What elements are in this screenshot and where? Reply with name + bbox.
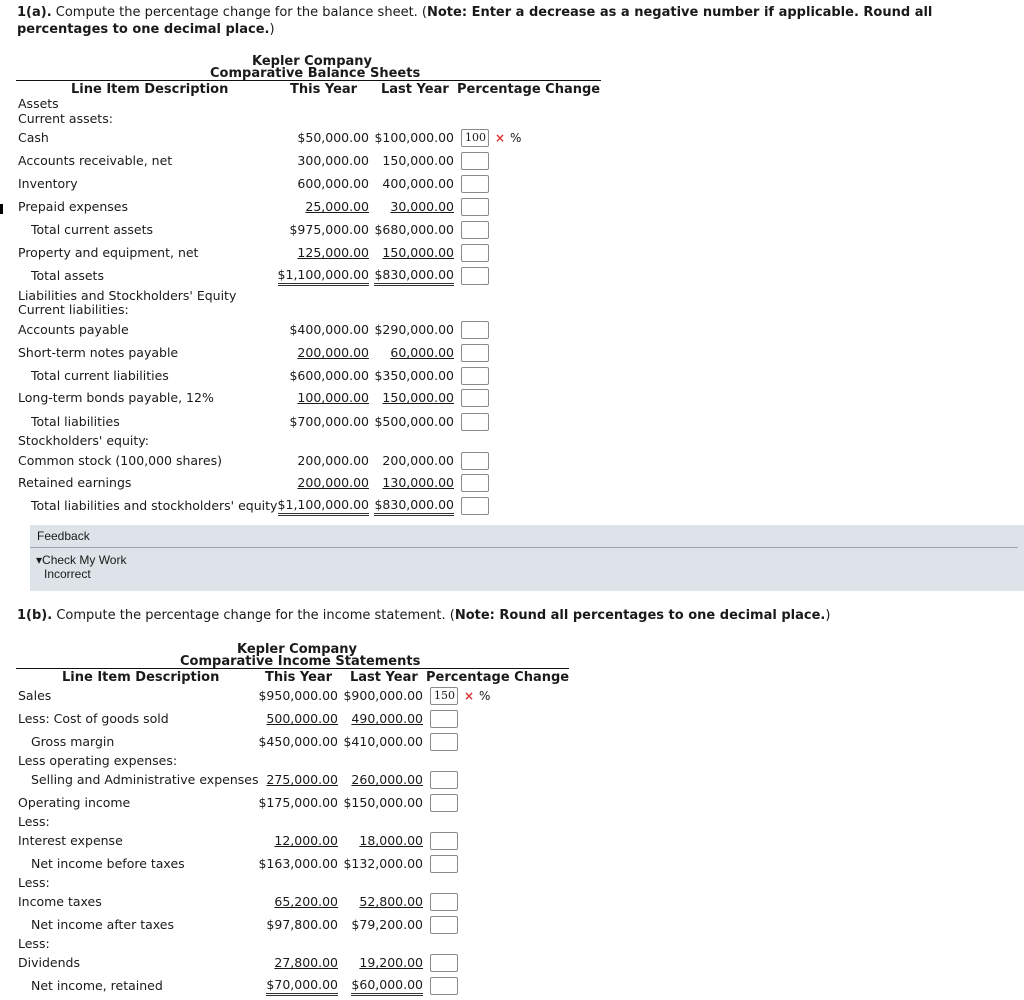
question-note: Note: Round all percentages to one decimal place. <box>454 608 826 623</box>
last-year-value: 60,000.00 <box>390 345 454 360</box>
last-year-value: $900,000.00 <box>343 688 423 703</box>
table-row <box>0 151 620 171</box>
percentage-change-input[interactable] <box>430 977 458 995</box>
table-row <box>0 343 620 363</box>
last-year-value: 30,000.00 <box>390 199 454 214</box>
col-last-year: Last Year <box>350 670 418 685</box>
last-year-value: 18,000.00 <box>359 833 423 848</box>
last-year-value: 150,000.00 <box>382 245 454 260</box>
last-year-value: 150,000.00 <box>382 153 454 168</box>
feedback-divider <box>30 547 1018 548</box>
balance-header-rule <box>16 80 601 81</box>
percentage-change-input[interactable] <box>461 497 489 515</box>
income-company-name: Kepler Company <box>237 642 358 657</box>
col-this-year: This Year <box>265 670 333 685</box>
row-label: Net income before taxes <box>31 856 185 871</box>
table-row <box>0 770 620 790</box>
last-year-value: $350,000.00 <box>374 368 454 383</box>
col-percentage-change: Percentage Change <box>457 82 601 97</box>
table-row <box>0 496 620 516</box>
table-row <box>0 976 620 996</box>
last-year-value: $132,000.00 <box>343 856 423 871</box>
row-label: Property and equipment, net <box>18 245 199 260</box>
row-label: Common stock (100,000 shares) <box>18 453 222 468</box>
percentage-change-input[interactable] <box>430 954 458 972</box>
this-year-value: 200,000.00 <box>297 453 369 468</box>
row-label: Inventory <box>18 176 78 191</box>
table-row <box>0 266 620 286</box>
table-row <box>0 793 620 813</box>
this-year-value: 500,000.00 <box>266 711 338 726</box>
income-title: Comparative Income Statements <box>180 654 421 669</box>
feedback-title: Feedback <box>37 529 90 543</box>
last-year-value: $830,000.00 <box>374 496 454 516</box>
balance-company-name: Kepler Company <box>252 54 373 69</box>
table-row <box>0 243 620 263</box>
table-row <box>0 892 620 912</box>
this-year-value: 25,000.00 <box>305 199 369 214</box>
percentage-change-input[interactable] <box>461 198 489 216</box>
row-label: Gross margin <box>31 734 115 749</box>
this-year-value: $950,000.00 <box>258 688 338 703</box>
percentage-change-input[interactable] <box>430 855 458 873</box>
percentage-change-input[interactable] <box>430 733 458 751</box>
last-year-value: 52,800.00 <box>359 894 423 909</box>
last-year-value: $500,000.00 <box>374 414 454 429</box>
table-row <box>0 412 620 432</box>
col-percentage-change: Percentage Change <box>426 670 570 685</box>
last-year-value: 130,000.00 <box>382 475 454 490</box>
percentage-change-input[interactable] <box>461 267 489 285</box>
last-year-value: 490,000.00 <box>351 711 423 726</box>
question-1a <box>17 4 1017 38</box>
this-year-value: $450,000.00 <box>258 734 338 749</box>
table-row <box>0 128 620 148</box>
last-year-value: $60,000.00 <box>351 976 423 996</box>
percentage-change-input[interactable] <box>430 794 458 812</box>
incorrect-mark-icon: × <box>464 689 475 703</box>
row-label: Interest expense <box>18 833 123 848</box>
question-close: ) <box>269 22 275 37</box>
row-label: Selling and Administrative expenses <box>31 772 259 787</box>
percentage-change-input[interactable] <box>461 244 489 262</box>
table-row <box>0 953 620 973</box>
table-row <box>0 197 620 217</box>
question-note: Note: Enter a decrease as a negative number if applicable. Round all percentages to one decimal place. <box>17 5 933 37</box>
this-year-value: $163,000.00 <box>258 856 338 871</box>
last-year-value: $680,000.00 <box>374 222 454 237</box>
table-row <box>0 854 620 874</box>
this-year-value: 12,000.00 <box>274 833 338 848</box>
percent-sign: % <box>510 131 522 145</box>
percentage-change-input[interactable] <box>430 710 458 728</box>
question-text: Compute the percentage change for the balance sheet. ( <box>51 5 427 20</box>
percentage-change-input[interactable]: 150 <box>430 687 458 705</box>
row-label: Total liabilities <box>31 414 120 429</box>
feedback-panel <box>30 525 1024 591</box>
row-label: Total liabilities and stockholders' equity <box>31 498 278 513</box>
last-year-value: $290,000.00 <box>374 322 454 337</box>
question-close: ) <box>825 608 831 623</box>
this-year-value: 200,000.00 <box>297 475 369 490</box>
percentage-change-input[interactable] <box>430 771 458 789</box>
question-label: 1(a). <box>17 5 52 20</box>
this-year-value: $1,100,000.00 <box>278 266 369 286</box>
last-year-value: $830,000.00 <box>374 266 454 286</box>
row-label: Sales <box>18 688 52 703</box>
percentage-change-input[interactable]: 100 <box>461 129 489 147</box>
percent-sign: % <box>479 689 491 703</box>
percentage-change-input[interactable] <box>461 367 489 385</box>
this-year-value: $1,100,000.00 <box>278 496 369 516</box>
this-year-value: $50,000.00 <box>297 130 369 145</box>
col-this-year: This Year <box>290 82 358 97</box>
table-row <box>0 915 620 935</box>
percentage-change-input[interactable] <box>461 413 489 431</box>
percentage-change-input[interactable] <box>461 221 489 239</box>
percentage-change-input[interactable] <box>430 916 458 934</box>
this-year-value: $97,800.00 <box>266 917 338 932</box>
row-label: Total current assets <box>31 222 154 237</box>
last-year-value: 260,000.00 <box>351 772 423 787</box>
check-my-work-toggle[interactable]: ▾Check My Work <box>36 553 127 567</box>
this-year-value: $400,000.00 <box>289 322 369 337</box>
question-1b <box>17 607 1017 624</box>
this-year-value: 200,000.00 <box>297 345 369 360</box>
row-label: Income taxes <box>18 894 102 909</box>
this-year-value: 600,000.00 <box>297 176 369 191</box>
last-year-value: $410,000.00 <box>343 734 423 749</box>
incorrect-mark-icon: × <box>495 131 506 145</box>
row-label: Total assets <box>31 268 104 283</box>
percentage-change-input[interactable] <box>430 832 458 850</box>
table-row <box>0 732 620 752</box>
question-text: Compute the percentage change for the income statement. ( <box>52 608 455 623</box>
table-row <box>0 366 620 386</box>
table-row <box>0 220 620 240</box>
this-year-value: $975,000.00 <box>289 222 369 237</box>
last-year-value: $79,200.00 <box>351 917 423 932</box>
this-year-value: 27,800.00 <box>274 955 338 970</box>
row-label: Retained earnings <box>18 475 132 490</box>
table-row <box>0 831 620 851</box>
row-label: Less: Cost of goods sold <box>18 711 169 726</box>
this-year-value: $70,000.00 <box>266 976 338 996</box>
last-year-value: $150,000.00 <box>343 795 423 810</box>
row-label: Total current liabilities <box>31 368 169 383</box>
percentage-change-input[interactable] <box>461 389 489 407</box>
percentage-change-input[interactable] <box>461 152 489 170</box>
percentage-change-input[interactable] <box>461 175 489 193</box>
percentage-change-input[interactable] <box>461 452 489 470</box>
percentage-change-input[interactable] <box>430 893 458 911</box>
table-row <box>0 473 620 493</box>
row-label: Net income after taxes <box>31 917 174 932</box>
last-year-value: $100,000.00 <box>374 130 454 145</box>
table-row <box>0 174 620 194</box>
this-year-value: 300,000.00 <box>297 153 369 168</box>
col-line-item: Line Item Description <box>71 82 229 97</box>
feedback-status: Incorrect <box>44 567 91 581</box>
row-label: Accounts receivable, net <box>18 153 173 168</box>
percentage-change-input[interactable] <box>461 474 489 492</box>
income-header-rule <box>16 668 569 669</box>
last-year-value: 19,200.00 <box>359 955 423 970</box>
this-year-value: 275,000.00 <box>266 772 338 787</box>
this-year-value: $600,000.00 <box>289 368 369 383</box>
table-row <box>0 320 620 340</box>
last-year-value: 200,000.00 <box>382 453 454 468</box>
percentage-change-input[interactable] <box>461 321 489 339</box>
balance-title: Comparative Balance Sheets <box>210 66 421 81</box>
this-year-value: 100,000.00 <box>297 390 369 405</box>
row-label: Operating income <box>18 795 131 810</box>
row-label: Cash <box>18 130 49 145</box>
row-label: Accounts payable <box>18 322 129 337</box>
row-label: Net income, retained <box>31 978 163 993</box>
last-year-value: 400,000.00 <box>382 176 454 191</box>
this-year-value: 65,200.00 <box>274 894 338 909</box>
col-last-year: Last Year <box>381 82 449 97</box>
this-year-value: $175,000.00 <box>258 795 338 810</box>
row-label: Long-term bonds payable, 12% <box>18 390 214 405</box>
this-year-value: 125,000.00 <box>297 245 369 260</box>
table-row <box>0 388 620 408</box>
row-label: Dividends <box>18 955 80 970</box>
last-year-value: 150,000.00 <box>382 390 454 405</box>
row-label: Short-term notes payable <box>18 345 179 360</box>
row-label: Prepaid expenses <box>18 199 128 214</box>
col-line-item: Line Item Description <box>62 670 220 685</box>
table-row <box>0 451 620 471</box>
this-year-value: $700,000.00 <box>289 414 369 429</box>
table-row <box>0 686 620 706</box>
percentage-change-input[interactable] <box>461 344 489 362</box>
table-row <box>0 709 620 729</box>
question-label: 1(b). <box>17 608 53 623</box>
